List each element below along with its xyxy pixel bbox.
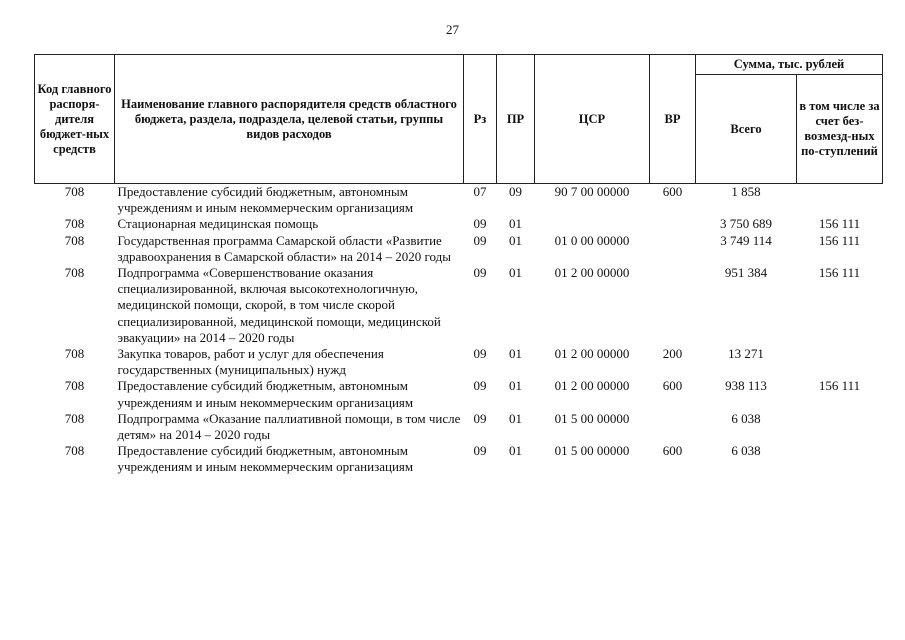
table-row: [35, 346, 883, 378]
cell-free: [797, 443, 883, 475]
cell-total: 3 749 114: [720, 232, 772, 248]
cell-pr: 01: [509, 216, 522, 232]
cell-code: 708: [64, 410, 85, 426]
cell-name: Предоставление субсидий бюджетным, автономным учреждениям и иным некоммерческим организациям: [117, 378, 414, 410]
header-vr: ВР: [650, 55, 696, 184]
cell-csr: 01 2 00 00000: [554, 378, 630, 394]
cell-total: 1 858: [731, 184, 761, 199]
cell-pr: 01: [509, 232, 522, 248]
cell-pr: 01: [509, 410, 522, 426]
cell-free: 156 111: [818, 232, 861, 248]
header-total: Всего: [696, 75, 797, 184]
cell-vr: 600: [662, 184, 683, 199]
cell-free: 156 111: [818, 265, 861, 281]
header-pr: ПР: [497, 55, 535, 184]
cell-total: 6 038: [731, 410, 761, 426]
cell-pr: 09: [509, 184, 522, 199]
cell-total: 951 384: [724, 265, 768, 281]
cell-name: Предоставление субсидий бюджетным, автономным учреждениям и иным некоммерческим организациям: [117, 184, 414, 216]
table-row: [35, 233, 883, 265]
header-rz: Рз: [464, 55, 497, 184]
cell-name: Стационарная медицинская помощь: [117, 216, 319, 232]
cell-total: 938 113: [725, 378, 767, 394]
table-header: [35, 55, 883, 184]
cell-vr: [650, 265, 696, 346]
cell-free: 156 111: [818, 378, 861, 394]
cell-total: 13 271: [728, 346, 764, 362]
cell-name: Предоставление субсидий бюджетным, автономным учреждениям и иным некоммерческим организациям: [117, 443, 414, 475]
cell-csr: 90 7 00 00000: [554, 184, 630, 199]
cell-vr: 200: [662, 346, 683, 362]
cell-rz: 07: [473, 184, 487, 199]
cell-vr: 600: [662, 443, 683, 459]
cell-name: Подпрограмма «Совершенствование оказания специализированной, включая высокотехнологичную, медицинской помощи, скорой, в том числе скорой специализированной, медицинской помощи, медицинской эвакуации» на 2014 – 2020 годы: [117, 265, 441, 345]
header-free: в том числе за счет без-возмезд-ных по-ступлений: [797, 75, 883, 184]
cell-code: 708: [64, 184, 85, 199]
cell-pr: 01: [509, 265, 522, 281]
cell-csr: 01 5 00 00000: [554, 410, 630, 426]
cell-code: 708: [64, 443, 85, 459]
header-csr: ЦСР: [535, 55, 650, 184]
cell-name: Закупка товаров, работ и услуг для обеспечения государственных (муниципальных) нужд: [117, 346, 384, 378]
header-code: Код главного распоря-дителя бюджет-ных средств: [35, 55, 115, 184]
cell-code: 708: [64, 378, 85, 394]
cell-name: Государственная программа Самарской области «Развитие здравоохранения в Самарской области» на 2014 – 2020 годы: [117, 232, 451, 264]
cell-code: 708: [64, 346, 85, 362]
table-row: [35, 378, 883, 410]
cell-pr: 01: [509, 378, 522, 394]
cell-csr: 01 0 00 00000: [554, 232, 630, 248]
cell-vr: [650, 216, 696, 232]
cell-free: [797, 346, 883, 378]
cell-rz: 09: [473, 378, 487, 394]
cell-csr: 01 2 00 00000: [554, 346, 630, 362]
cell-free: [797, 184, 883, 217]
table-row: [35, 184, 883, 217]
cell-vr: 600: [662, 378, 683, 394]
cell-vr: [650, 411, 696, 443]
cell-rz: 09: [473, 346, 487, 362]
cell-pr: 01: [509, 443, 522, 459]
cell-code: 708: [64, 265, 85, 281]
header-name: Наименование главного распорядителя средств областного бюджета, раздела, подраздела, целевой статьи, группы видов расходов: [115, 55, 464, 184]
page-number: 27: [446, 22, 459, 37]
cell-rz: 09: [473, 265, 487, 281]
cell-rz: 09: [473, 232, 487, 248]
cell-csr: 01 5 00 00000: [554, 443, 630, 459]
cell-pr: 01: [509, 346, 522, 362]
table-row: [35, 411, 883, 443]
table-body: [35, 184, 883, 476]
cell-free: [797, 411, 883, 443]
table-row: [35, 443, 883, 475]
cell-csr: 01 2 00 00000: [554, 265, 630, 281]
cell-csr: [535, 216, 650, 232]
header-sum: Сумма, тыс. рублей: [696, 55, 883, 75]
table-row: [35, 216, 883, 232]
cell-code: 708: [64, 232, 85, 248]
cell-vr: [650, 233, 696, 265]
cell-total: 6 038: [731, 443, 761, 459]
cell-rz: 09: [473, 443, 487, 459]
budget-table: [34, 54, 883, 476]
cell-free: 156 111: [818, 216, 861, 232]
cell-rz: 09: [473, 216, 487, 232]
cell-name: Подпрограмма «Оказание паллиативной помощи, в том числе детям» на 2014 – 2020 годы: [117, 410, 461, 443]
cell-rz: 09: [473, 410, 487, 426]
table-row: [35, 265, 883, 346]
cell-total: 3 750 689: [720, 216, 772, 232]
cell-code: 708: [64, 216, 85, 232]
